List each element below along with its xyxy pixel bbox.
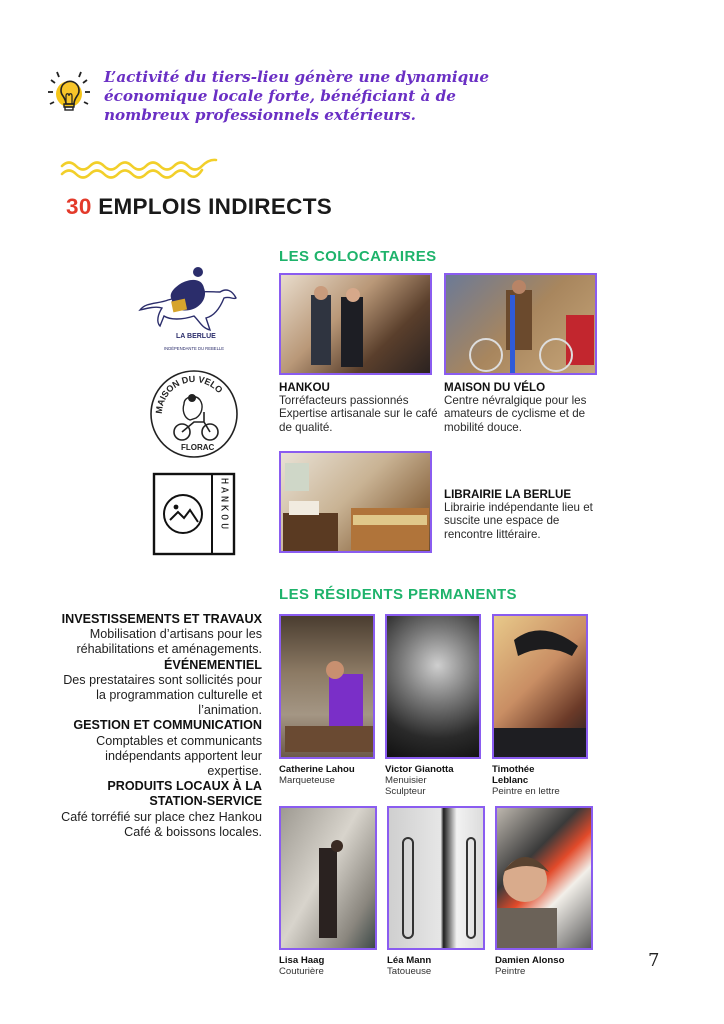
resident-photo-timothee bbox=[492, 614, 588, 759]
resident-lisa bbox=[279, 955, 379, 977]
svg-text:FLORAC: FLORAC bbox=[181, 443, 215, 452]
intro-text: L’activité du tiers-lieu génère une dynamique économique locale forte, bénéficiant à de nombreux professionnels extérieurs. bbox=[104, 68, 490, 124]
resident-role: Peintre en lettre bbox=[492, 786, 560, 797]
maison-du-velo-photo bbox=[444, 273, 597, 375]
sector-title: INVESTISSEMENTS ET TRAVAUX bbox=[61, 612, 262, 626]
sector-item bbox=[60, 779, 262, 840]
residents-title: LES RÉSIDENTS PERMANENTS bbox=[279, 586, 517, 603]
resident-catherine bbox=[279, 764, 379, 786]
wave-decoration-icon bbox=[60, 150, 220, 180]
hankou-logo bbox=[152, 472, 236, 556]
resident-name: Victor Gianotta bbox=[385, 764, 454, 775]
resident-damien bbox=[495, 955, 595, 977]
la-berlue-logo-text: LA BERLUE bbox=[176, 333, 216, 340]
resident-role: Menuisier Sculpteur bbox=[385, 775, 427, 797]
indirect-jobs-count: 30 bbox=[66, 194, 92, 219]
page-number: 7 bbox=[648, 950, 660, 971]
sector-desc: Des prestataires sont sollicités pour la programmation culturelle et l’animation. bbox=[63, 672, 262, 718]
resident-lea bbox=[387, 955, 487, 977]
maison-du-velo-logo bbox=[148, 368, 240, 460]
sectors-list bbox=[60, 612, 262, 840]
svg-text:INDÉPENDANTE DU REBELLE: INDÉPENDANTE DU REBELLE bbox=[164, 346, 225, 351]
resident-photo-catherine bbox=[279, 614, 375, 759]
svg-text:HANKOU: HANKOU bbox=[218, 478, 230, 533]
sector-desc: Café torréfié sur place chez Hankou Café & boissons locales. bbox=[61, 809, 262, 839]
resident-name: Léa Mann bbox=[387, 955, 432, 966]
resident-victor bbox=[385, 764, 454, 797]
page-title bbox=[66, 194, 332, 220]
la-berlue-logo bbox=[138, 262, 248, 358]
resident-name: Timothée Leblanc bbox=[492, 764, 535, 786]
resident-name: Damien Alonso bbox=[495, 955, 565, 966]
resident-photo-victor bbox=[385, 614, 481, 759]
sector-title: ÉVÉNEMENTIEL bbox=[164, 657, 262, 672]
resident-role: Couturière bbox=[279, 966, 324, 977]
resident-photo-lea bbox=[387, 806, 485, 950]
resident-role: Tatoueuse bbox=[387, 966, 432, 977]
resident-role: Marqueteuse bbox=[279, 775, 335, 786]
resident-photo-lisa bbox=[279, 806, 377, 950]
colocataires-title: LES COLOCATAIRES bbox=[279, 248, 437, 265]
resident-photo-damien bbox=[495, 806, 593, 950]
sector-item bbox=[60, 658, 262, 719]
colocataire-hankou bbox=[279, 381, 439, 434]
sector-title: GESTION ET COMMUNICATION bbox=[73, 718, 262, 733]
colocataire-name: LIBRAIRIE LA BERLUE bbox=[444, 488, 572, 501]
sector-desc: Mobilisation d’artisans pour les réhabilitations et aménagements. bbox=[76, 627, 262, 657]
sector-desc: Comptables et communicants indépendants apportent leur expertise. bbox=[96, 733, 262, 779]
librairie-photo bbox=[279, 451, 432, 553]
resident-name: Catherine Lahou bbox=[279, 764, 355, 775]
colocataire-desc: Librairie indépendante lieu et suscite une espace de rencontre littéraire. bbox=[444, 501, 593, 541]
sector-title: PRODUITS LOCAUX À LA STATION-SERVICE bbox=[107, 779, 262, 809]
colocataire-name: HANKOU bbox=[279, 381, 330, 394]
sector-item bbox=[60, 718, 262, 779]
hankou-photo bbox=[279, 273, 432, 375]
colocataire-maison-du-velo bbox=[444, 381, 604, 434]
resident-timothee bbox=[492, 764, 582, 797]
colocataire-name: MAISON DU VÉLO bbox=[444, 381, 546, 394]
indirect-jobs-label: EMPLOIS INDIRECTS bbox=[91, 194, 333, 219]
resident-name: Lisa Haag bbox=[279, 955, 325, 966]
sector-item bbox=[60, 612, 262, 658]
resident-role: Peintre bbox=[495, 966, 526, 977]
colocataire-librairie bbox=[444, 488, 604, 541]
colocataire-desc: Centre névralgique pour les amateurs de cyclisme et de mobilité douce. bbox=[444, 394, 587, 434]
lightbulb-icon bbox=[44, 68, 94, 124]
colocataire-desc: Torréfacteurs passionnés Expertise artisanale sur le café de qualité. bbox=[279, 394, 438, 434]
svg-text:MAISON DU VELO: MAISON DU VELO bbox=[153, 373, 225, 415]
